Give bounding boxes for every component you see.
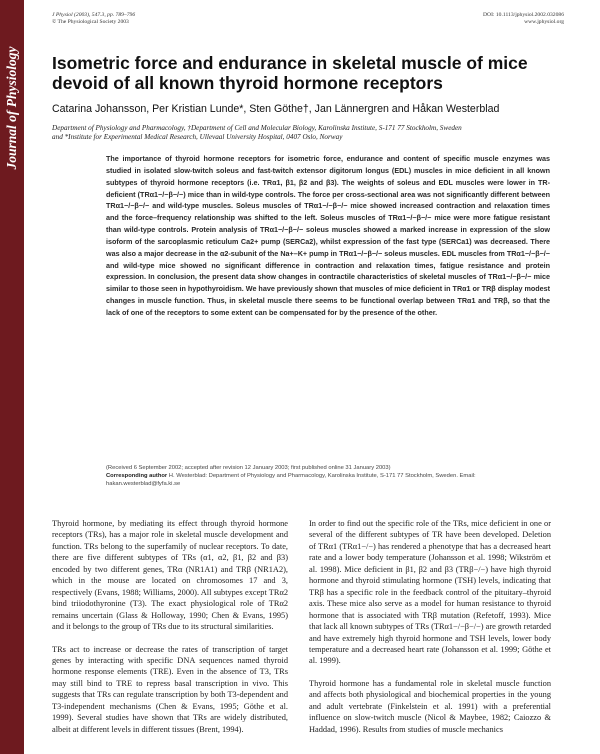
abstract-footer bbox=[106, 464, 550, 488]
affiliation-line-2: and *Institute for Experimental Medical Research, Ullevaal University Hospital, 0407 Oslo, Norway bbox=[52, 133, 343, 142]
article-affiliations bbox=[52, 124, 572, 143]
article-title bbox=[52, 54, 552, 93]
header-url[interactable]: www.jphysiol.org bbox=[524, 19, 564, 25]
body-right-column bbox=[309, 518, 551, 735]
title-line-1: Isometric force and endurance in skeletal muscle of mice bbox=[52, 53, 528, 73]
corresponding-author bbox=[106, 472, 550, 488]
corresponding-details: H. Westerblad: Department of Physiology and Pharmacology, Karolinska Institute, S-171 77 Stockholm, Sweden. Email: hakan.westerblad@fyfa.ki.se bbox=[106, 473, 476, 487]
sidebar-journal-name-wrap bbox=[0, 8, 24, 208]
header-citation-block bbox=[52, 12, 135, 26]
right-paragraph-1: In order to find out the specific role of the TRs, mice deficient in one or several of the different subtypes of TR have been developed. Deletion of TRα1 (TRα1−/−) has rendered a phenotype that has a decreased heart rate and a lower body temperature (Johansson et al. 1998; Wikström et al. 1998). Mice deficient in β1, β2 and β3 (TRβ−/−) have high thyroid hormone and thyroid stimulating hormone (TSH) levels, indicating that TRβ has a specific role in the feedback control of the pituitary–thyroid axis. These mice also serve as a model for human resistance to thyroid hormone that is associated with TRβ mutation (Refetoff, 1993). Mice that lack all known subtypes of TRs (TRα1−/−β−/−) are growth retarded and have extremely high thyroid hormone and TSH levels, lower body temperature and a decreased heart rate (Johansson et al. 1999; Göthe et al. 1999). bbox=[309, 519, 551, 666]
affiliation-line-1: Department of Physiology and Pharmacology, †Department of Cell and Molecular Biology, Karolinska Institute, S-171 77 Stockholm, Sweden bbox=[52, 124, 462, 132]
left-paragraph-2: TRs act to increase or decrease the rates of transcription of target genes by interacting with specific DNA sequences named thyroid hormone response elements (TRE). Even in the absence of T3, TRs may still bind to TRE to repress basal transcription in vivo. This suggests that TRs can regulate transcription by both T3-dependent and T3-independent mechanisms (Chen & Evans, 1995; Göthe et al. 1999). Several studies have shown that TRs are widely distributed, albeit at different levels in different tissues (Brent, 1994). bbox=[52, 644, 288, 734]
received-dates: (Received 6 September 2002; accepted after revision 12 January 2003; first published online 31 January 2003) bbox=[106, 465, 391, 471]
header-copyright: © The Physiological Society 2003 bbox=[52, 19, 129, 25]
header-doi: DOI: 10.1113/jphysiol.2002.032086 bbox=[482, 12, 564, 18]
article-authors: Catarina Johansson, Per Kristian Lunde*, Sten Göthe†, Jan Lännergren and Håkan Westerblad bbox=[52, 103, 500, 115]
left-paragraph-1: Thyroid hormone, by mediating its effect through thyroid hormone receptors (TRs), has a major role in skeletal muscle development and function. TRs belong to the superfamily of nuclear receptors. To date, there are five different subtypes of TRs (α1, α2, β1, β2 and β3) encoded by two different genes, TRα (NR1A1) and TRβ (NR1A2), which in the mouse are located on chromosomes 17 and 3, respectively (Evans, 1988; Williams, 2000). All subtypes except TRα2 bind triiodothyronine (T3). The exact physiological role of TRα2 remains uncertain (Glass & Holloway, 1990; Chen & Evans, 1995) and it belongs to the group of TRs due to its structural similarities. bbox=[52, 519, 288, 632]
title-line-2: devoid of all known thyroid hormone receptors bbox=[52, 72, 443, 93]
body-left-column bbox=[52, 518, 288, 735]
journal-sidebar bbox=[0, 0, 24, 754]
sidebar-journal-name: Journal of Physiology bbox=[4, 46, 19, 170]
header-citation: J Physiol (2003), 547.3, pp. 789–796 bbox=[52, 12, 136, 18]
abstract-text: The importance of thyroid hormone receptors for isometric force, endurance and content of specific muscle enzymes was studied in isolated slow-twitch soleus and fast-twitch extensor digitorum longus (EDL) muscles in mice deficient in all known subtypes of thyroid hormone receptors (i.e. TRα1, β1, β2 and β3). The weights of soleus and EDL muscles were lower in TR-deficient (TRα1−/−β−/−) mice than in wild-type controls. The force per cross-sectional area was not significantly different between TRα1−/−β−/− and wild-type muscles. Soleus muscles of TRα1−/−β−/− mice showed increased contraction and relaxation times and the force–frequency relationship was shifted to the left. Soleus muscles of TRα1−/−β−/− mice were more fatigue resistant than wild-type controls. Protein analysis of TRα1−/−β−/− soleus muscles showed a marked increase in expression of the slow isoform of the sarcoplasmic reticulum Ca2+ pump (SERCa2), whilst expression of the fast type (SERCa1) was decreased. There was also a major decrease in the α2-subunit of the Na+–K+ pump in TRα1−/−β−/− soleus muscles. EDL muscles from TRα1−/−β−/− and wild-type mice showed no significant difference in contraction and relaxation times, fatigue resistance and protein expression. In conclusion, the present data show changes in contractile characteristics of skeletal muscles of TRα1−/−β−/− mice similar to those seen in hypothyroidism. We have previously shown that muscles of mice deficient in TRα1 or TRβ display modest changes in muscle function. Thus, in skeletal muscle there seems to be functional overlap between TRα1 and TRβ, so that the lack of one of the receptors to some extent can be compensated for by the presence of the other. bbox=[106, 154, 551, 317]
header-doi-block bbox=[483, 12, 564, 26]
right-paragraph-2: Thyroid hormone has a fundamental role in skeletal muscle function and affects both physiological and biochemical properties in the young and adult vertebrate (Finkelstein et al. 1991) with a preferential influence on slow-twitch muscle (Nicol & Maybee, 1982; Caiozzo & Haddad, 1996). Results from studies of muscle mechanics bbox=[309, 678, 551, 734]
corresponding-label: Corresponding author bbox=[106, 473, 168, 479]
